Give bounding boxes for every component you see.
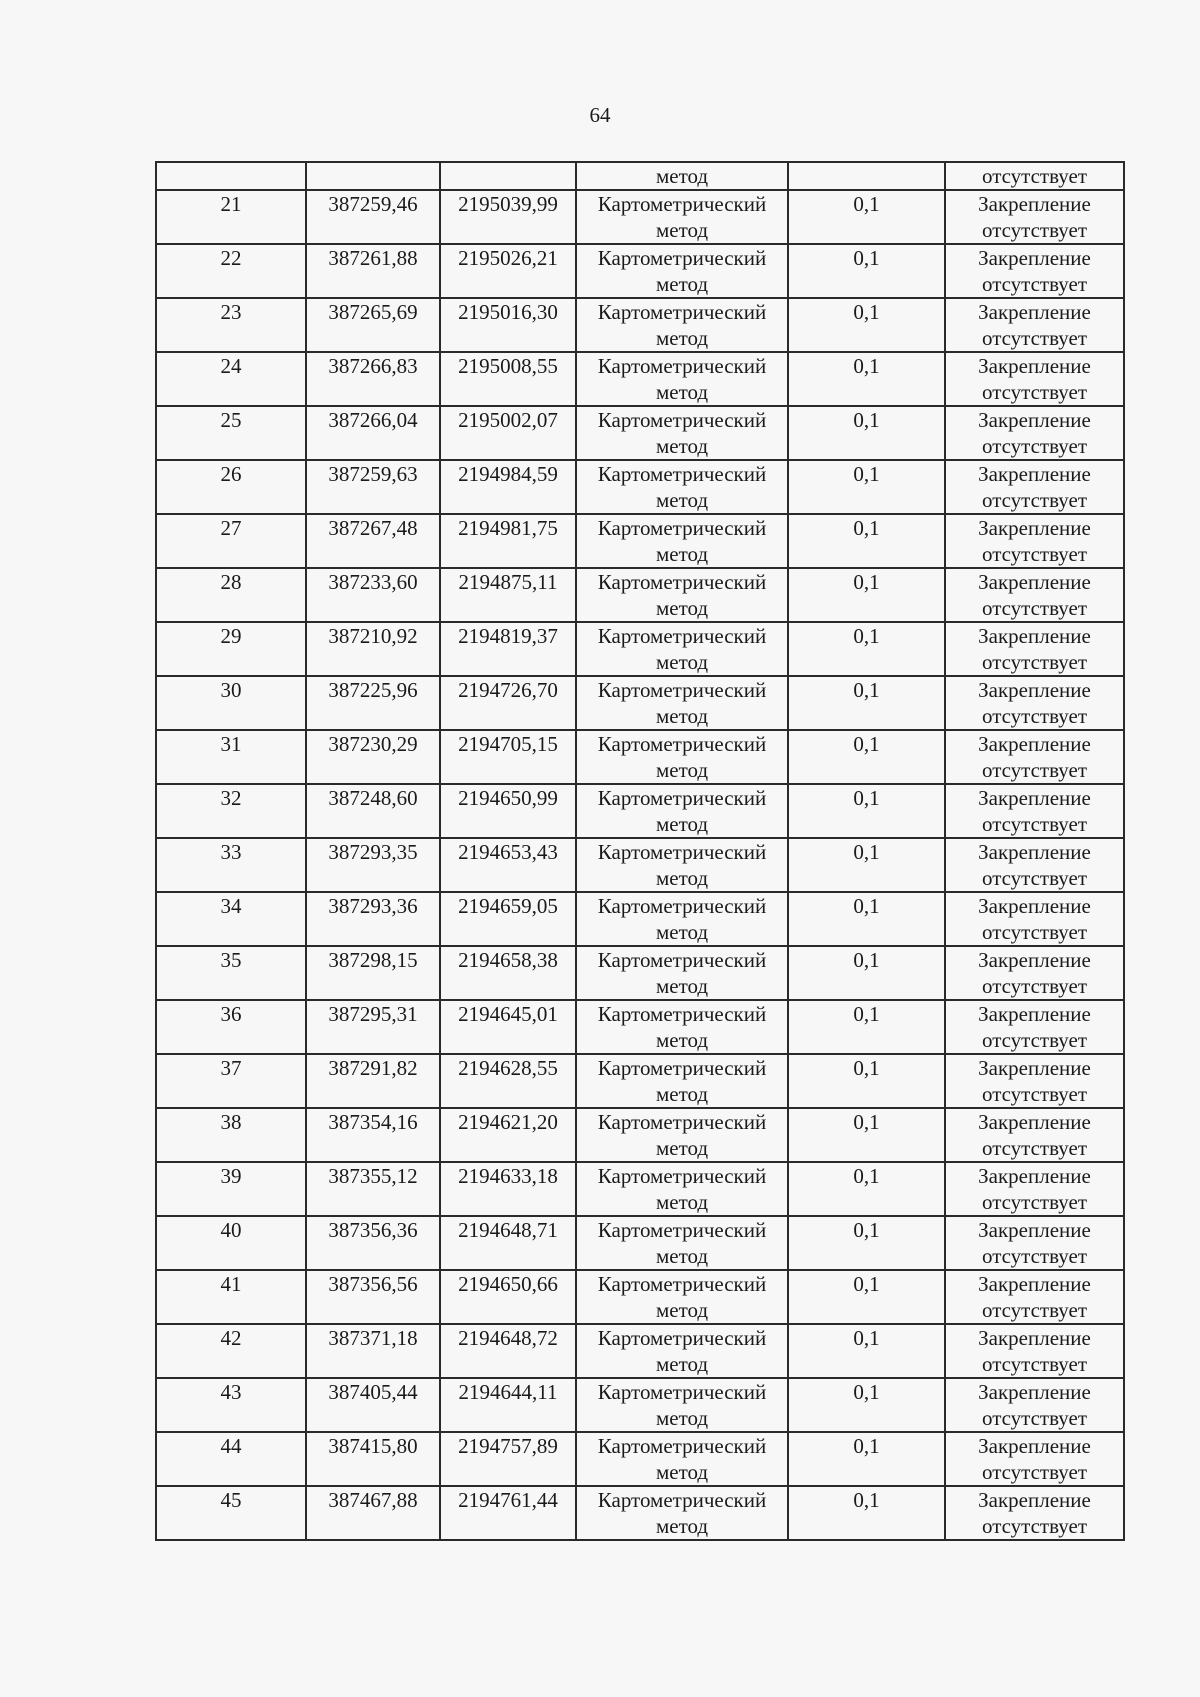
method-cell — [576, 1324, 788, 1378]
precision-cell: 0,1 — [788, 1108, 945, 1162]
x-coordinate-cell: 387261,88 — [306, 244, 440, 298]
table-row — [156, 514, 1124, 568]
table-row — [156, 622, 1124, 676]
precision-cell: 0,1 — [788, 1162, 945, 1216]
fixing-cell — [945, 352, 1124, 406]
method-text: Картометрический — [597, 1272, 767, 1296]
fixing-cell — [945, 1270, 1124, 1324]
method-text: Картометрический — [597, 246, 767, 270]
fixing-text: Закрепление — [978, 192, 1091, 216]
method-text: метод — [655, 1514, 709, 1538]
table-row — [156, 1108, 1124, 1162]
fixing-cell — [945, 892, 1124, 946]
x-coordinate-cell: 387248,60 — [306, 784, 440, 838]
point-number-cell: 29 — [156, 622, 306, 676]
point-number-cell: 33 — [156, 838, 306, 892]
fixing-text: Закрепление — [978, 354, 1091, 378]
fixing-text: Закрепление — [978, 1488, 1091, 1512]
table-row — [156, 892, 1124, 946]
fixing-text: Закрепление — [978, 624, 1091, 648]
method-text: метод — [655, 1244, 709, 1268]
method-cell — [576, 1216, 788, 1270]
y-coordinate-cell: 2194984,59 — [440, 460, 576, 514]
fixing-text: отсутствует — [981, 1190, 1088, 1214]
table-row — [156, 1270, 1124, 1324]
page-number: 64 — [589, 103, 611, 127]
precision-cell: 0,1 — [788, 1054, 945, 1108]
fixing-text: Закрепление — [978, 1434, 1091, 1458]
precision-cell: 0,1 — [788, 784, 945, 838]
point-number-cell: 38 — [156, 1108, 306, 1162]
method-text: метод — [655, 758, 709, 782]
y-coordinate-cell: 2194659,05 — [440, 892, 576, 946]
fixing-cell — [945, 1000, 1124, 1054]
method-text: Картометрический — [597, 1218, 767, 1242]
fixing-text: отсутствует — [981, 488, 1088, 512]
point-number-cell: 41 — [156, 1270, 306, 1324]
table-row — [156, 784, 1124, 838]
y-coordinate-cell: 2194705,15 — [440, 730, 576, 784]
method-text: Картометрический — [597, 354, 767, 378]
method-cell — [576, 730, 788, 784]
method-text: метод — [655, 650, 709, 674]
method-cell — [576, 946, 788, 1000]
precision-cell: 0,1 — [788, 460, 945, 514]
fixing-text: отсутствует — [981, 596, 1088, 620]
point-number-cell: 26 — [156, 460, 306, 514]
method-text: метод — [655, 1460, 709, 1484]
y-coordinate-cell: 2194819,37 — [440, 622, 576, 676]
fixing-text: Закрепление — [978, 786, 1091, 810]
x-coordinate-cell: 387415,80 — [306, 1432, 440, 1486]
point-number-cell: 30 — [156, 676, 306, 730]
x-coordinate-cell: 387405,44 — [306, 1378, 440, 1432]
fixing-text: отсутствует — [981, 1136, 1088, 1160]
fixing-text: Закрепление — [978, 840, 1091, 864]
precision-cell: 0,1 — [788, 622, 945, 676]
table-row — [156, 1216, 1124, 1270]
fixing-text: Закрепление — [978, 246, 1091, 270]
y-coordinate-cell: 2194981,75 — [440, 514, 576, 568]
fixing-cell — [945, 622, 1124, 676]
y-coordinate-cell: 2194757,89 — [440, 1432, 576, 1486]
fixing-text: отсутствует — [981, 1082, 1088, 1106]
x-coordinate-cell: 387293,36 — [306, 892, 440, 946]
fixing-cell — [945, 1378, 1124, 1432]
point-number-cell: 32 — [156, 784, 306, 838]
y-coordinate-cell: 2194653,43 — [440, 838, 576, 892]
fixing-cell — [945, 784, 1124, 838]
method-text: метод — [655, 542, 709, 566]
fixing-text: Закрепление — [978, 1272, 1091, 1296]
fixing-text: Закрепление — [978, 1218, 1091, 1242]
y-coordinate-cell: 2195039,99 — [440, 190, 576, 244]
x-coordinate-cell: 387293,35 — [306, 838, 440, 892]
point-number-cell: 31 — [156, 730, 306, 784]
method-text: Картометрический — [597, 894, 767, 918]
fixing-cell — [945, 838, 1124, 892]
method-text: метод — [655, 1298, 709, 1322]
table-row — [156, 406, 1124, 460]
fixing-cell — [945, 1162, 1124, 1216]
method-text: Картометрический — [597, 516, 767, 540]
fixing-cell — [945, 406, 1124, 460]
y-coordinate-cell: 2194633,18 — [440, 1162, 576, 1216]
method-cell — [576, 1108, 788, 1162]
point-number-cell: 22 — [156, 244, 306, 298]
fixing-cell — [945, 1108, 1124, 1162]
method-cell — [576, 190, 788, 244]
x-coordinate-cell: 387259,46 — [306, 190, 440, 244]
x-coordinate-cell: 387265,69 — [306, 298, 440, 352]
table-body — [156, 162, 1124, 1540]
method-text: метод — [655, 380, 709, 404]
fixing-text: Закрепление — [978, 1002, 1091, 1026]
y-coordinate-cell: 2194621,20 — [440, 1108, 576, 1162]
precision-cell: 0,1 — [788, 676, 945, 730]
fixing-text: отсутствует — [981, 1028, 1088, 1052]
point-number-cell: 40 — [156, 1216, 306, 1270]
x-coordinate-cell: 387230,29 — [306, 730, 440, 784]
method-cell — [576, 1162, 788, 1216]
x-coordinate-cell: 387298,15 — [306, 946, 440, 1000]
fixing-text: отсутствует — [981, 812, 1088, 836]
table-row — [156, 1000, 1124, 1054]
fixing-text: отсутствует — [981, 1298, 1088, 1322]
table-row — [156, 568, 1124, 622]
table-row-continuation — [156, 162, 1124, 190]
method-text: Картометрический — [597, 408, 767, 432]
method-text: Картометрический — [597, 1056, 767, 1080]
method-text: метод — [655, 1406, 709, 1430]
fixing-text: отсутствует — [981, 272, 1088, 296]
point-number-cell: 24 — [156, 352, 306, 406]
x-coordinate-cell: 387355,12 — [306, 1162, 440, 1216]
method-cell — [576, 1378, 788, 1432]
method-cell — [576, 622, 788, 676]
fixing-text: отсутствует — [981, 758, 1088, 782]
precision-cell: 0,1 — [788, 1378, 945, 1432]
fixing-text: отсутствует — [981, 1406, 1088, 1430]
y-coordinate-cell: 2194628,55 — [440, 1054, 576, 1108]
precision-cell: 0,1 — [788, 514, 945, 568]
fixing-text: Закрепление — [978, 1110, 1091, 1134]
precision-cell: 0,1 — [788, 244, 945, 298]
method-text: метод — [655, 704, 709, 728]
x-coordinate-cell: 387233,60 — [306, 568, 440, 622]
fixing-text: отсутствует — [981, 704, 1088, 728]
method-text: Картометрический — [597, 570, 767, 594]
fixing-cell — [945, 1054, 1124, 1108]
fixing-text: отсутствует — [981, 866, 1088, 890]
method-text: метод — [655, 812, 709, 836]
precision-cell: 0,1 — [788, 1270, 945, 1324]
precision-cell: 0,1 — [788, 1486, 945, 1540]
x-coordinate-cell: 387356,56 — [306, 1270, 440, 1324]
fixing-text: Закрепление — [978, 1056, 1091, 1080]
method-cell — [576, 1054, 788, 1108]
fixing-text: отсутствует — [981, 1244, 1088, 1268]
point-number-cell: 35 — [156, 946, 306, 1000]
precision-cell: 0,1 — [788, 568, 945, 622]
precision-cell: 0,1 — [788, 352, 945, 406]
fixing-cell — [945, 514, 1124, 568]
method-text: Картометрический — [597, 1434, 767, 1458]
method-text: метод — [655, 596, 709, 620]
method-text: метод — [655, 1136, 709, 1160]
y-coordinate-cell: 2194650,99 — [440, 784, 576, 838]
x-coordinate-cell: 387354,16 — [306, 1108, 440, 1162]
fixing-text: отсутствует — [981, 218, 1088, 242]
method-text: метод — [655, 866, 709, 890]
fixing-cell — [945, 676, 1124, 730]
point-number-cell: 42 — [156, 1324, 306, 1378]
table-row — [156, 1054, 1124, 1108]
method-text: метод — [655, 1028, 709, 1052]
y-coordinate-cell: 2194650,66 — [440, 1270, 576, 1324]
method-text: метод — [655, 920, 709, 944]
fixing-cell — [945, 730, 1124, 784]
point-number-cell: 44 — [156, 1432, 306, 1486]
method-cell — [576, 1270, 788, 1324]
fixing-text: отсутствует — [981, 1460, 1088, 1484]
precision-cell: 0,1 — [788, 1216, 945, 1270]
fixing-text: отсутствует — [981, 650, 1088, 674]
fixing-text: Закрепление — [978, 1380, 1091, 1404]
fixing-text: отсутствует — [981, 1514, 1088, 1538]
method-cell — [576, 676, 788, 730]
y-coordinate-cell: 2194648,71 — [440, 1216, 576, 1270]
precision-cell: 0,1 — [788, 892, 945, 946]
method-text: Картометрический — [597, 192, 767, 216]
method-text: метод — [655, 1082, 709, 1106]
method-text: Картометрический — [597, 1380, 767, 1404]
method-text: Картометрический — [597, 300, 767, 324]
fixing-text: отсутствует — [981, 542, 1088, 566]
point-number-cell: 21 — [156, 190, 306, 244]
fixing-cell — [945, 190, 1124, 244]
fixing-cell — [945, 244, 1124, 298]
method-text: Картометрический — [597, 678, 767, 702]
x-coordinate-cell: 387295,31 — [306, 1000, 440, 1054]
table-row — [156, 1486, 1124, 1540]
fixing-text: отсутствует — [981, 974, 1088, 998]
y-coordinate-cell: 2195026,21 — [440, 244, 576, 298]
method-cell — [576, 1486, 788, 1540]
table-row — [156, 838, 1124, 892]
method-text: метод — [655, 974, 709, 998]
point-number-cell: 43 — [156, 1378, 306, 1432]
y-coordinate-cell: 2194875,11 — [440, 568, 576, 622]
fixing-text: отсутствует — [981, 920, 1088, 944]
precision-cell: 0,1 — [788, 298, 945, 352]
y-coordinate-cell: 2194726,70 — [440, 676, 576, 730]
x-coordinate-cell: 387266,04 — [306, 406, 440, 460]
point-number-cell: 45 — [156, 1486, 306, 1540]
method-text: метод — [655, 1352, 709, 1376]
point-number-cell: 36 — [156, 1000, 306, 1054]
point-number-cell — [156, 162, 306, 190]
table-row — [156, 190, 1124, 244]
point-number-cell: 23 — [156, 298, 306, 352]
table-row — [156, 352, 1124, 406]
method-cell: метод — [576, 162, 788, 190]
method-cell — [576, 892, 788, 946]
fixing-text: Закрепление — [978, 732, 1091, 756]
method-cell — [576, 838, 788, 892]
fixing-text: Закрепление — [978, 462, 1091, 486]
fixing-cell — [945, 946, 1124, 1000]
precision-cell: 0,1 — [788, 406, 945, 460]
fixing-cell — [945, 568, 1124, 622]
x-coordinate-cell: 387371,18 — [306, 1324, 440, 1378]
fixing-text: Закрепление — [978, 516, 1091, 540]
y-coordinate-cell: 2195008,55 — [440, 352, 576, 406]
method-text: Картометрический — [597, 624, 767, 648]
table-row — [156, 676, 1124, 730]
fixing-text: Закрепление — [978, 1164, 1091, 1188]
fixing-cell — [945, 460, 1124, 514]
method-cell — [576, 1000, 788, 1054]
precision-cell: 0,1 — [788, 1000, 945, 1054]
table-row — [156, 460, 1124, 514]
x-coordinate-cell: 387356,36 — [306, 1216, 440, 1270]
y-coordinate-cell: 2194645,01 — [440, 1000, 576, 1054]
x-coordinate-cell: 387210,92 — [306, 622, 440, 676]
fixing-cell: отсутствует — [945, 162, 1124, 190]
method-cell — [576, 514, 788, 568]
method-cell — [576, 460, 788, 514]
coordinates-table — [155, 161, 1125, 1541]
fixing-text: отсутствует — [981, 434, 1088, 458]
fixing-text: отсутствует — [981, 1352, 1088, 1376]
method-text: Картометрический — [597, 1164, 767, 1188]
method-cell — [576, 298, 788, 352]
x-coordinate-cell: 387291,82 — [306, 1054, 440, 1108]
x-coordinate-cell — [306, 162, 440, 190]
method-cell — [576, 244, 788, 298]
method-text: метод — [655, 272, 709, 296]
table-row — [156, 946, 1124, 1000]
precision-cell: 0,1 — [788, 1324, 945, 1378]
method-cell — [576, 568, 788, 622]
precision-cell: 0,1 — [788, 1432, 945, 1486]
y-coordinate-cell: 2194658,38 — [440, 946, 576, 1000]
method-text: Картометрический — [597, 1326, 767, 1350]
point-number-cell: 25 — [156, 406, 306, 460]
table-row — [156, 1432, 1124, 1486]
method-text: Картометрический — [597, 1002, 767, 1026]
fixing-text: Закрепление — [978, 570, 1091, 594]
method-text: метод — [655, 1190, 709, 1214]
method-text: Картометрический — [597, 462, 767, 486]
fixing-text: Закрепление — [978, 948, 1091, 972]
fixing-text: отсутствует — [981, 326, 1088, 350]
y-coordinate-cell: 2194644,11 — [440, 1378, 576, 1432]
precision-cell: 0,1 — [788, 190, 945, 244]
x-coordinate-cell: 387266,83 — [306, 352, 440, 406]
x-coordinate-cell: 387267,48 — [306, 514, 440, 568]
method-text: Картометрический — [597, 1488, 767, 1512]
fixing-cell — [945, 1432, 1124, 1486]
precision-cell — [788, 162, 945, 190]
point-number-cell: 34 — [156, 892, 306, 946]
method-text: метод — [655, 218, 709, 242]
fixing-cell — [945, 1486, 1124, 1540]
method-text: Картометрический — [597, 948, 767, 972]
fixing-text: Закрепление — [978, 1326, 1091, 1350]
method-text: метод — [655, 434, 709, 458]
y-coordinate-cell: 2194761,44 — [440, 1486, 576, 1540]
fixing-text: Закрепление — [978, 300, 1091, 324]
method-text: Картометрический — [597, 1110, 767, 1134]
x-coordinate-cell: 387259,63 — [306, 460, 440, 514]
fixing-cell — [945, 1216, 1124, 1270]
method-text: Картометрический — [597, 840, 767, 864]
fixing-text: Закрепление — [978, 408, 1091, 432]
y-coordinate-cell: 2194648,72 — [440, 1324, 576, 1378]
table-row — [156, 298, 1124, 352]
method-text: метод — [655, 326, 709, 350]
method-cell — [576, 1432, 788, 1486]
method-cell — [576, 352, 788, 406]
method-text: метод — [655, 488, 709, 512]
x-coordinate-cell: 387467,88 — [306, 1486, 440, 1540]
point-number-cell: 28 — [156, 568, 306, 622]
point-number-cell: 39 — [156, 1162, 306, 1216]
y-coordinate-cell: 2195016,30 — [440, 298, 576, 352]
table-row — [156, 1378, 1124, 1432]
precision-cell: 0,1 — [788, 946, 945, 1000]
fixing-text: Закрепление — [978, 894, 1091, 918]
method-cell — [576, 784, 788, 838]
table-row — [156, 730, 1124, 784]
precision-cell: 0,1 — [788, 838, 945, 892]
fixing-cell — [945, 1324, 1124, 1378]
table-row — [156, 1324, 1124, 1378]
fixing-text: отсутствует — [981, 380, 1088, 404]
fixing-cell — [945, 298, 1124, 352]
point-number-cell: 37 — [156, 1054, 306, 1108]
method-text: Картометрический — [597, 786, 767, 810]
fixing-text: Закрепление — [978, 678, 1091, 702]
x-coordinate-cell: 387225,96 — [306, 676, 440, 730]
table-row — [156, 1162, 1124, 1216]
method-text: Картометрический — [597, 732, 767, 756]
precision-cell: 0,1 — [788, 730, 945, 784]
method-cell — [576, 406, 788, 460]
table-row — [156, 244, 1124, 298]
point-number-cell: 27 — [156, 514, 306, 568]
y-coordinate-cell: 2195002,07 — [440, 406, 576, 460]
y-coordinate-cell — [440, 162, 576, 190]
